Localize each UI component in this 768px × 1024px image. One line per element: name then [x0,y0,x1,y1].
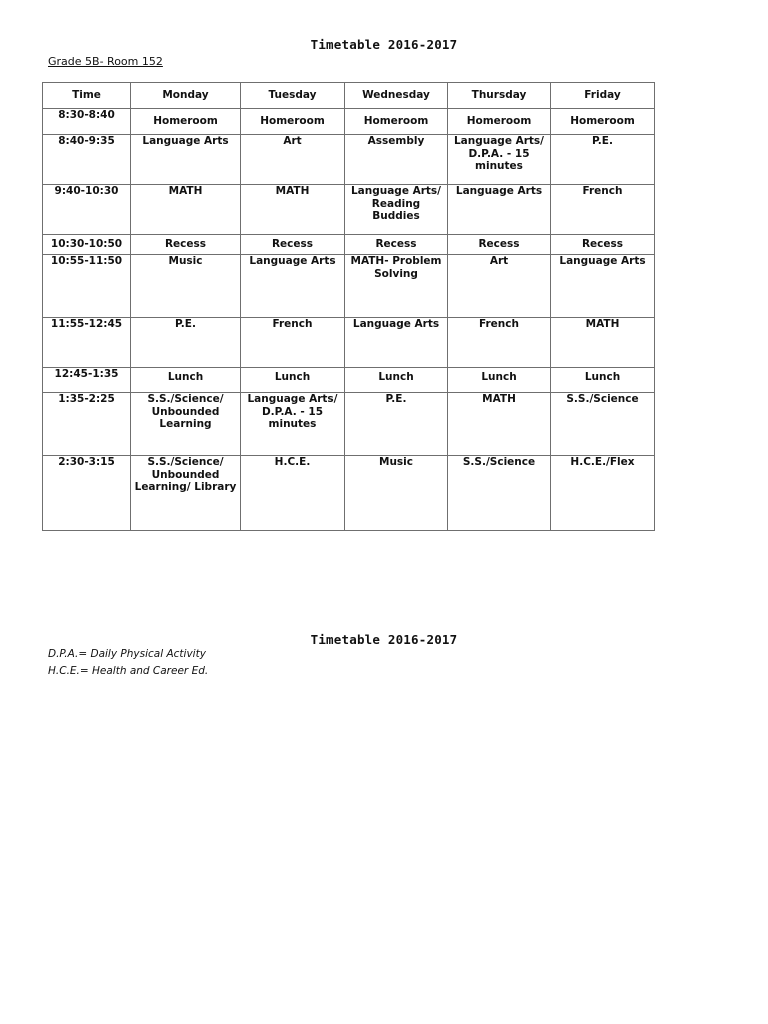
time-cell: 9:40-10:30 [43,185,131,235]
table-cell: H.C.E./Flex [551,456,655,531]
table-cell: MATH [241,185,345,235]
table-cell: Recess [448,235,551,255]
table-cell: Language Arts/ D.P.A. - 15 minutes [448,135,551,185]
table-cell: Homeroom [551,109,655,135]
table-cell: Recess [131,235,241,255]
time-cell: 2:30-3:15 [43,456,131,531]
table-cell: Lunch [551,368,655,393]
table-cell: French [448,318,551,368]
dpa-note: D.P.A.= Daily Physical Activity [48,648,206,660]
table-cell: Homeroom [448,109,551,135]
table-cell: Lunch [241,368,345,393]
table-cell: Homeroom [131,109,241,135]
table-cell: MATH- Problem Solving [345,255,448,318]
table-cell: P.E. [131,318,241,368]
table-cell: Language Arts [131,135,241,185]
table-cell: P.E. [551,135,655,185]
time-cell: 8:40-9:35 [43,135,131,185]
table-cell: French [551,185,655,235]
table-cell: MATH [448,393,551,456]
time-cell: 1:35-2:25 [43,393,131,456]
table-cell: Lunch [448,368,551,393]
table-cell: S.S./Science/ Unbounded Learning/ Library [131,456,241,531]
time-cell: 12:45-1:35 [43,368,131,393]
table-cell: Assembly [345,135,448,185]
table-cell: French [241,318,345,368]
time-cell: 8:30-8:40 [43,109,131,135]
header-tuesday: Tuesday [241,83,345,109]
header-thursday: Thursday [448,83,551,109]
table-cell: Music [131,255,241,318]
table-cell: Homeroom [241,109,345,135]
header-friday: Friday [551,83,655,109]
table-cell: S.S./Science [551,393,655,456]
table-cell: Homeroom [345,109,448,135]
table-row [43,255,655,318]
table-row [43,235,655,255]
table-cell: S.S./Science/ Unbounded Learning [131,393,241,456]
time-cell: 10:55-11:50 [43,255,131,318]
table-cell: Language Arts/ Reading Buddies [345,185,448,235]
table-row [43,393,655,456]
footer-title: Timetable 2016-2017 [310,632,458,647]
table-cell: Music [345,456,448,531]
table-cell: P.E. [345,393,448,456]
table-cell: Language Arts [345,318,448,368]
time-cell: 10:30-10:50 [43,235,131,255]
table-cell: H.C.E. [241,456,345,531]
table-cell: Recess [241,235,345,255]
header-wednesday: Wednesday [345,83,448,109]
table-row [43,318,655,368]
table-cell: MATH [131,185,241,235]
timetable [42,82,655,531]
hce-note: H.C.E.= Health and Career Ed. [48,665,209,677]
table-cell: Lunch [131,368,241,393]
table-row [43,368,655,393]
table-row [43,456,655,531]
header-monday: Monday [131,83,241,109]
time-cell: 11:55-12:45 [43,318,131,368]
header-row [43,83,655,109]
table-row [43,185,655,235]
header-time: Time [43,83,131,109]
table-cell: Language Arts [241,255,345,318]
table-cell: Language Arts/ D.P.A. - 15 minutes [241,393,345,456]
table-cell: Art [448,255,551,318]
table-cell: Lunch [345,368,448,393]
table-cell: Recess [551,235,655,255]
table-cell: Recess [345,235,448,255]
table-cell: Art [241,135,345,185]
table-row [43,109,655,135]
table-row [43,135,655,185]
table-cell: S.S./Science [448,456,551,531]
table-cell: MATH [551,318,655,368]
page-title: Timetable 2016-2017 [310,37,458,52]
table-cell: Language Arts [448,185,551,235]
class-room-subtitle: Grade 5B- Room 152 [48,55,163,68]
table-cell: Language Arts [551,255,655,318]
